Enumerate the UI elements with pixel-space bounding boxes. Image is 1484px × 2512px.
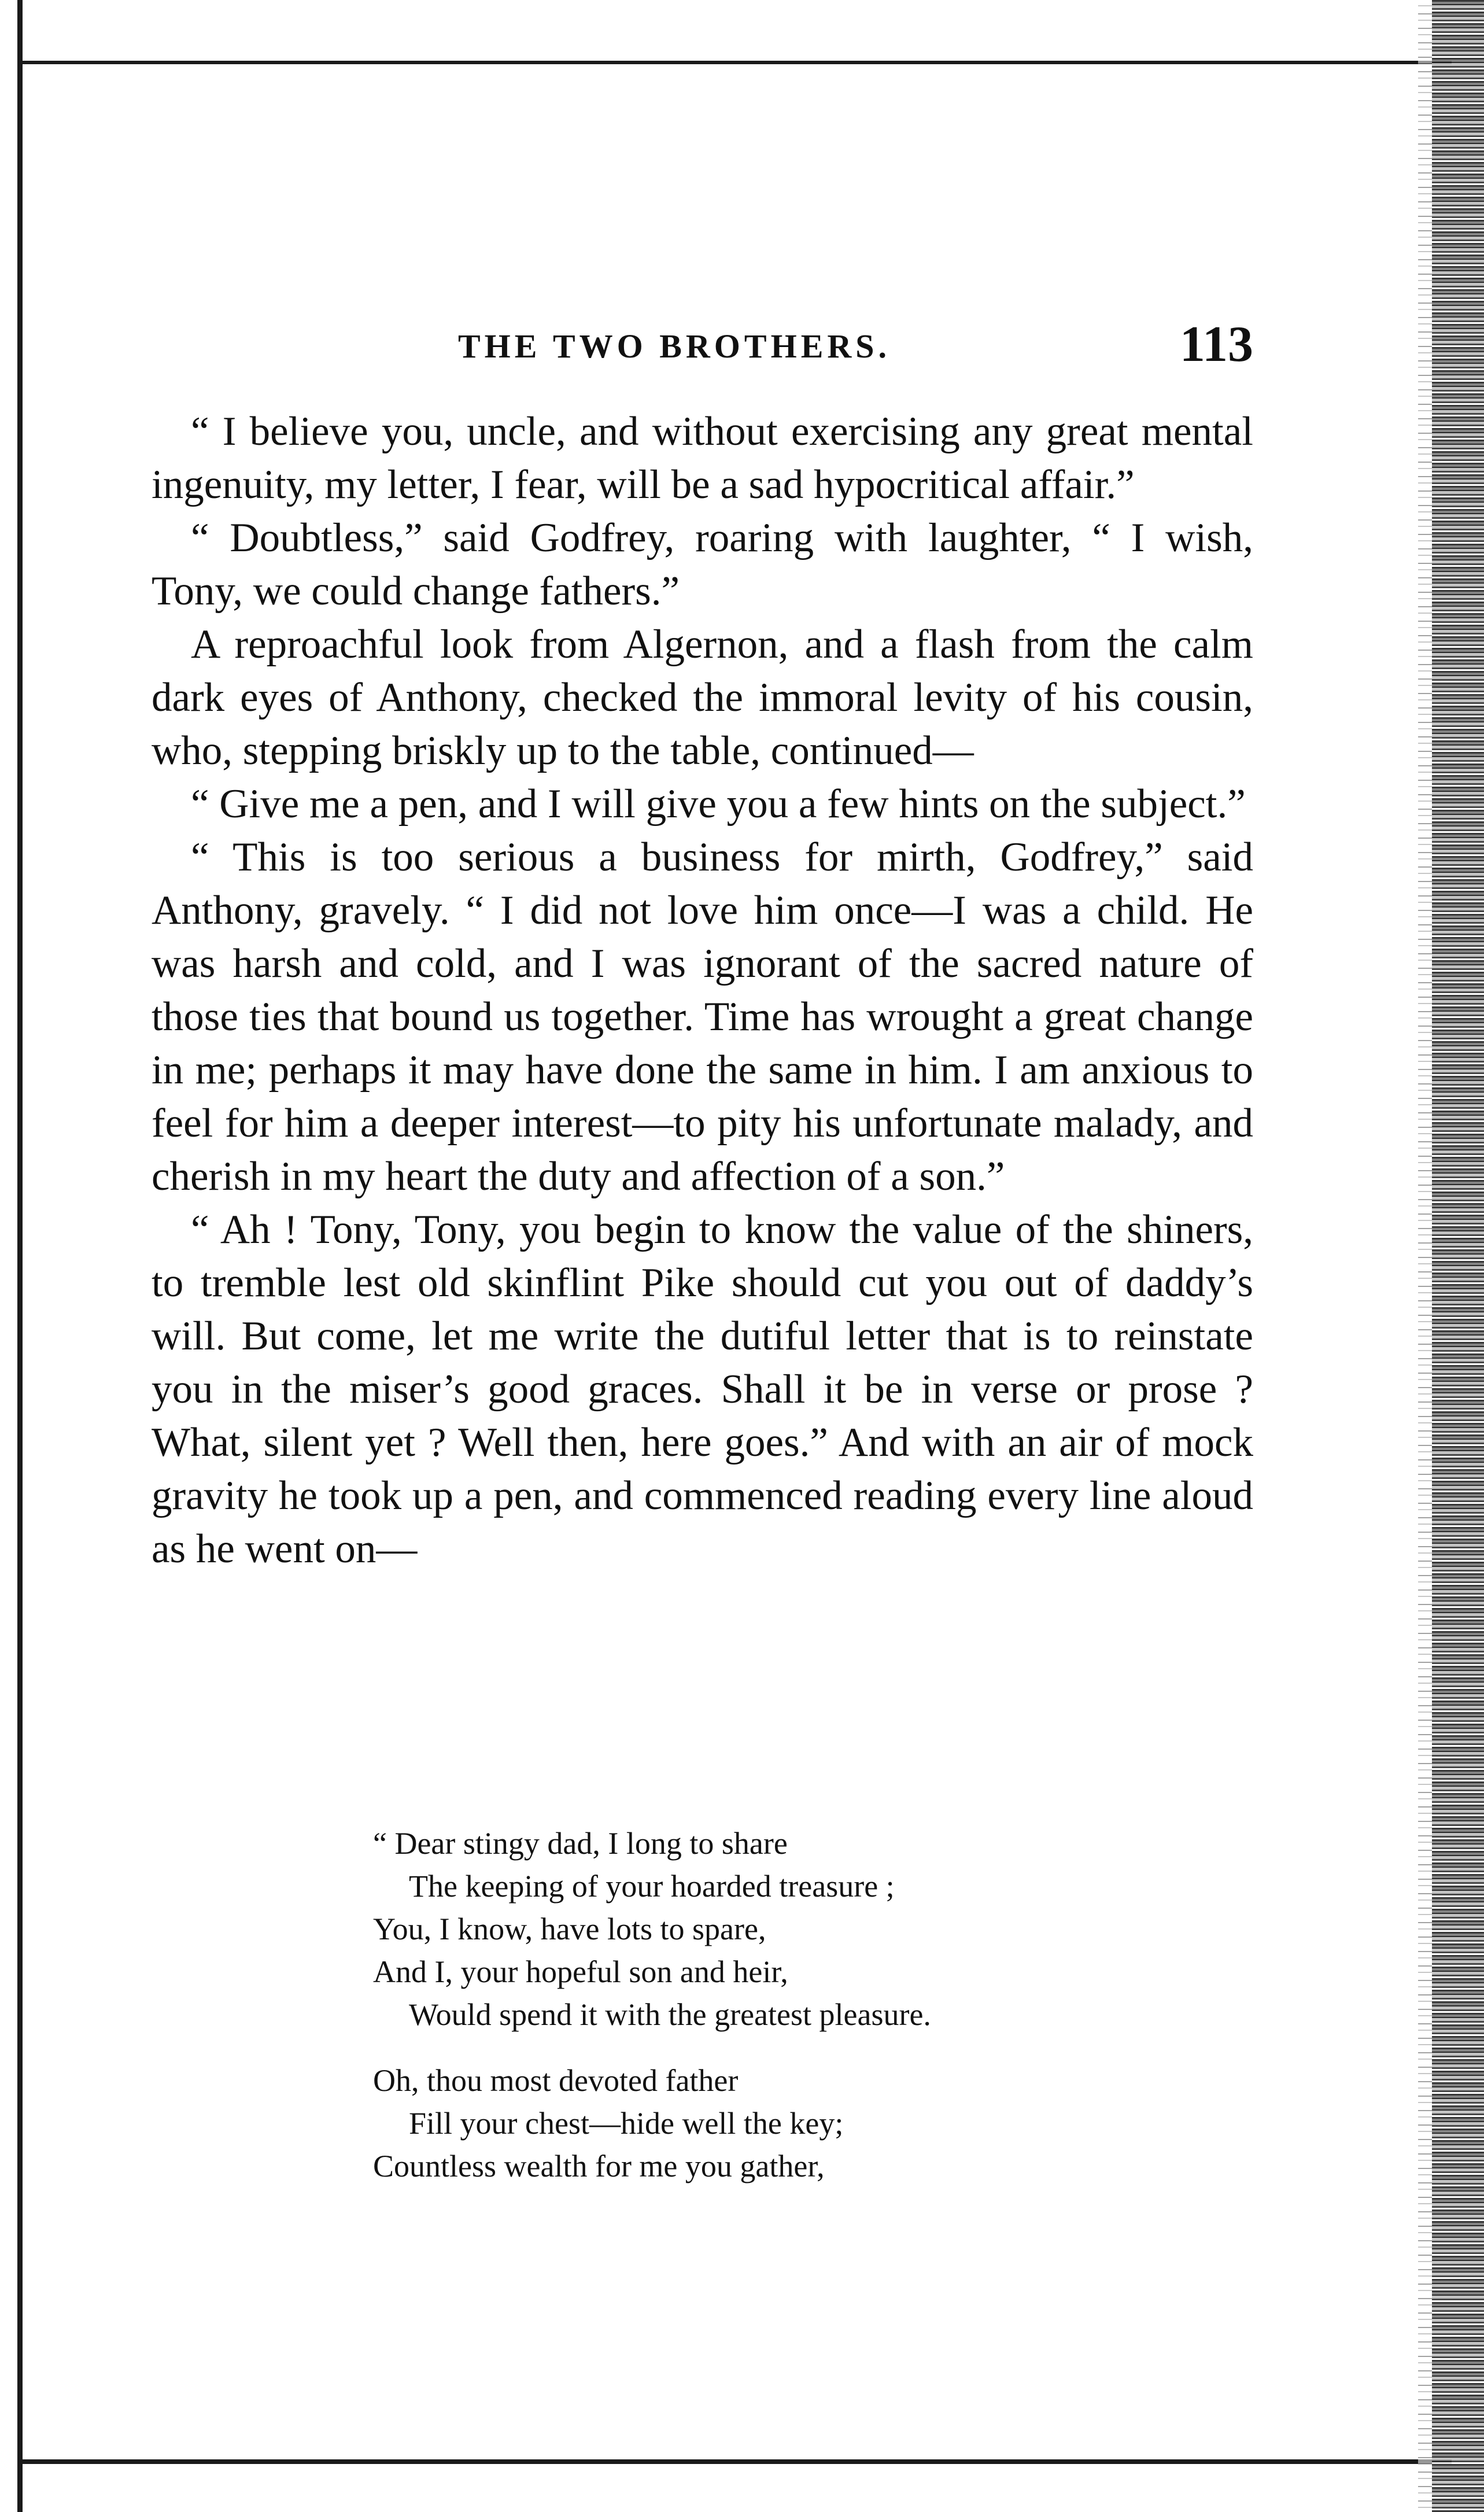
poem-line: Fill your chest—hide well the key; [409,2106,844,2141]
poem-stanza [373,1822,1125,2036]
paragraph: “ I believe you, uncle, and without exercising any great mental ingenuity, my letter, I fear, will be a sad hypocritical affair.” [152,409,1253,507]
running-title: THE TWO BROTHERS. [458,327,891,365]
poem-line: And I, your hopeful son and heir, [373,1954,788,1989]
paragraph: A reproachful look from Algernon, and a flash from the calm dark eyes of Anthony, checked the immoral levity of his cousin, who, stepping briskly up to the table, continued— [152,622,1253,773]
poem-line: Would spend it with the greatest pleasure. [409,1997,931,2032]
poem-stanza [373,2059,1125,2188]
page-number: 113 [1179,316,1253,372]
scan-bottom-border [17,2459,1452,2464]
scan-top-border [17,61,1452,64]
poem-line: The keeping of your hoarded treasure ; [409,1869,895,1904]
poem-line: Oh, thou most devoted father [373,2063,739,2098]
poem [373,1822,1125,2211]
paragraph: “ Doubtless,” said Godfrey, roaring with laughter, “ I wish, Tony, we could change fathers.” [152,515,1253,614]
paragraph: “ This is too serious a business for mirth, Godfrey,” said Anthony, gravely. “ I did not love him once—I was a child. He was harsh and cold, and I was ignorant of the sacred nature of those ties that bound us together. Time has wrought a great change in me; perhaps it may have done the same in him. I am anxious to feel for him a deeper interest—to pity his unfortunate malady, and cherish in my heart the duty and affection of a son.” [152,835,1253,1199]
poem-line: Countless wealth for me you gather, [373,2149,825,2183]
scan-page-edge [1432,0,1484,2512]
poem-line: “ Dear stingy dad, I long to share [373,1826,788,1861]
paragraph: “ Ah ! Tony, Tony, you begin to know the value of the shiners, to tremble lest old skinflint Pike should cut you out of daddy’s will. But come, let me write the dutiful letter that is to reinstate you in the miser’s good graces. Shall it be in verse or prose ? What, silent yet ? Well then, here goes.” And with an air of mock gravity he took up a pen, and commenced reading every line aloud as he went on— [152,1207,1253,1572]
scan-left-border [17,0,23,2512]
paragraph: “ Give me a pen, and I will give you a few hints on the subject.” [191,781,1246,827]
scan-page-edge-inner [1418,0,1432,2512]
poem-line: You, I know, have lots to spare, [373,1912,766,1946]
body-text [152,405,1253,1576]
page-header [152,315,1253,379]
